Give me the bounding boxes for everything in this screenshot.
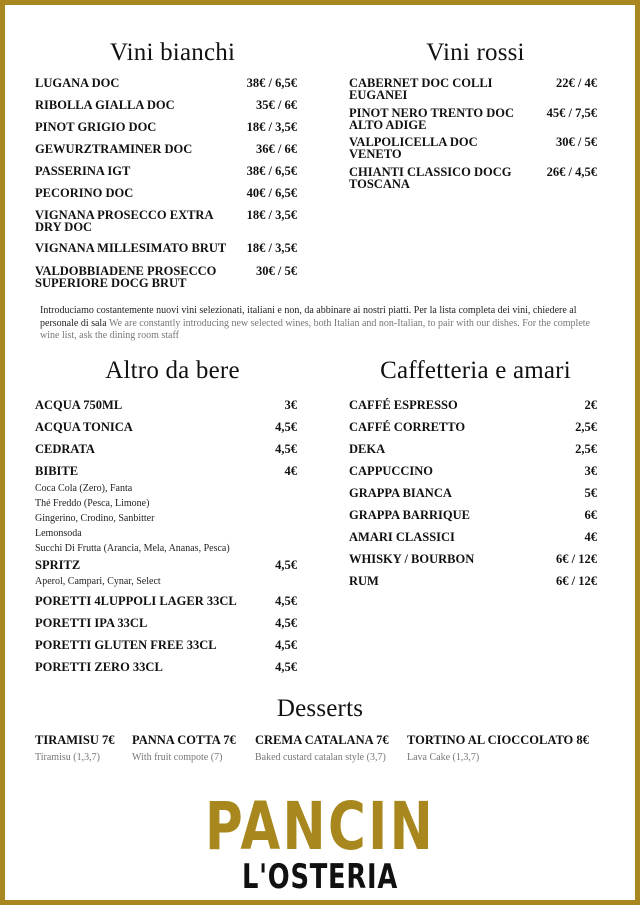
desserts-heading: Desserts bbox=[276, 695, 364, 722]
list-item: PORETTI ZERO 33CL 4,5€ bbox=[35, 660, 297, 674]
other-drinks-list bbox=[35, 400, 297, 684]
list-item: RUM 6€ / 12€ bbox=[349, 574, 597, 588]
list-item: CABERNET DOC COLLI EUGANEI 22€ / 4€ bbox=[349, 76, 597, 102]
list-item: CEDRATA 4,5€ bbox=[35, 442, 297, 456]
wine-list-note bbox=[40, 305, 610, 343]
list-item: PINOT GRIGIO DOC 18€ / 3,5€ bbox=[35, 120, 297, 134]
list-item: RIBOLLA GIALLA DOC 35€ / 6€ bbox=[35, 98, 297, 112]
list-item: VALDOBBIADENE PROSECCO SUPERIORE DOCG BRUT 30€ / 5€ bbox=[35, 264, 297, 290]
other-drinks-heading: Altro da bere bbox=[105, 357, 240, 384]
list-item: CHIANTI CLASSICO DOCG TOSCANA 26€ / 4,5€ bbox=[349, 165, 597, 191]
coffee-list bbox=[349, 400, 597, 598]
white-wines-list bbox=[35, 78, 297, 296]
list-item: SPRITZ 4,5€ Aperol, Campari, Cynar, Select bbox=[35, 558, 297, 587]
list-item: ACQUA TONICA 4,5€ bbox=[35, 420, 297, 434]
list-item: CAFFÉ ESPRESSO 2€ bbox=[349, 398, 597, 412]
list-item: GRAPPA BIANCA 5€ bbox=[349, 486, 597, 500]
list-item: ACQUA 750ML 3€ bbox=[35, 398, 297, 412]
coffee-heading: Caffetteria e amari bbox=[380, 357, 571, 384]
list-item: PORETTI IPA 33CL 4,5€ bbox=[35, 616, 297, 630]
dessert-item-tortino: TORTINO AL CIOCCOLATO 8€ Lava Cake (1,3,7) bbox=[407, 733, 589, 763]
dessert-item-tiramisu: TIRAMISU 7€ Tiramisu (1,3,7) bbox=[35, 733, 115, 763]
list-item: PORETTI 4LUPPOLI LAGER 33CL 4,5€ bbox=[35, 594, 297, 608]
list-item: CAPPUCCINO 3€ bbox=[349, 464, 597, 478]
list-item: WHISKY / BOURBON 6€ / 12€ bbox=[349, 552, 597, 566]
list-item: CAFFÉ CORRETTO 2,5€ bbox=[349, 420, 597, 434]
list-item: BIBITE 4€ Coca Cola (Zero), Fanta Thé Freddo (Pesca, Limone) Gingerino, Crodino, Sanbitter Lemonsoda Succhi Di Frutta (Arancia, Mela, Ananas, Pesca) bbox=[35, 464, 297, 554]
bibite-details: Coca Cola (Zero), Fanta Thé Freddo (Pesca, Limone) Gingerino, Crodino, Sanbitter Lemonsoda Succhi Di Frutta (Arancia, Mela, Ananas, Pesca) bbox=[35, 482, 230, 554]
white-wines-heading: Vini bianchi bbox=[109, 39, 236, 66]
red-wines-list bbox=[349, 78, 597, 197]
list-item: PINOT NERO TRENTO DOC ALTO ADIGE 45€ / 7,5€ bbox=[349, 106, 597, 132]
dessert-item-panna-cotta: PANNA COTTA 7€ With fruit compote (7) bbox=[132, 733, 236, 763]
list-item: DEKA 2,5€ bbox=[349, 442, 597, 456]
list-item: LUGANA DOC 38€ / 6,5€ bbox=[35, 76, 297, 90]
list-item: GRAPPA BARRIQUE 6€ bbox=[349, 508, 597, 522]
dessert-item-crema-catalana: CREMA CATALANA 7€ Baked custard catalan style (3,7) bbox=[255, 733, 389, 763]
pancin-logo bbox=[5, 785, 635, 895]
wine-note-italian: Introduciamo costantemente nuovi vini selezionati, italiani e non, da abbinare ai nostri piatti. Per la lista completa dei vini, chiedere al personale di sala bbox=[40, 305, 577, 329]
list-item: PECORINO DOC 40€ / 6,5€ bbox=[35, 186, 297, 200]
logo-main-text: PANCIN bbox=[205, 788, 435, 865]
list-item: AMARI CLASSICI 4€ bbox=[349, 530, 597, 544]
list-item: PORETTI GLUTEN FREE 33CL 4,5€ bbox=[35, 638, 297, 652]
list-item: GEWURZTRAMINER DOC 36€ / 6€ bbox=[35, 142, 297, 156]
logo-sub-text: L'OSTERIA bbox=[242, 857, 398, 897]
list-item: VIGNANA PROSECCO EXTRA DRY DOC 18€ / 3,5€ bbox=[35, 208, 297, 234]
list-item: VIGNANA MILLESIMATO BRUT 18€ / 3,5€ bbox=[35, 241, 297, 255]
red-wines-heading: Vini rossi bbox=[426, 39, 525, 66]
logo-mark bbox=[200, 785, 440, 895]
list-item: PASSERINA IGT 38€ / 6,5€ bbox=[35, 164, 297, 178]
wine-note-english: We are constantly introducing new selected wines, both Italian and non-Italian, to pair with our dishes. For the complete wine list, ask the dining room staff bbox=[40, 317, 590, 341]
list-item: VALPOLICELLA DOC VENETO 30€ / 5€ bbox=[349, 135, 597, 161]
